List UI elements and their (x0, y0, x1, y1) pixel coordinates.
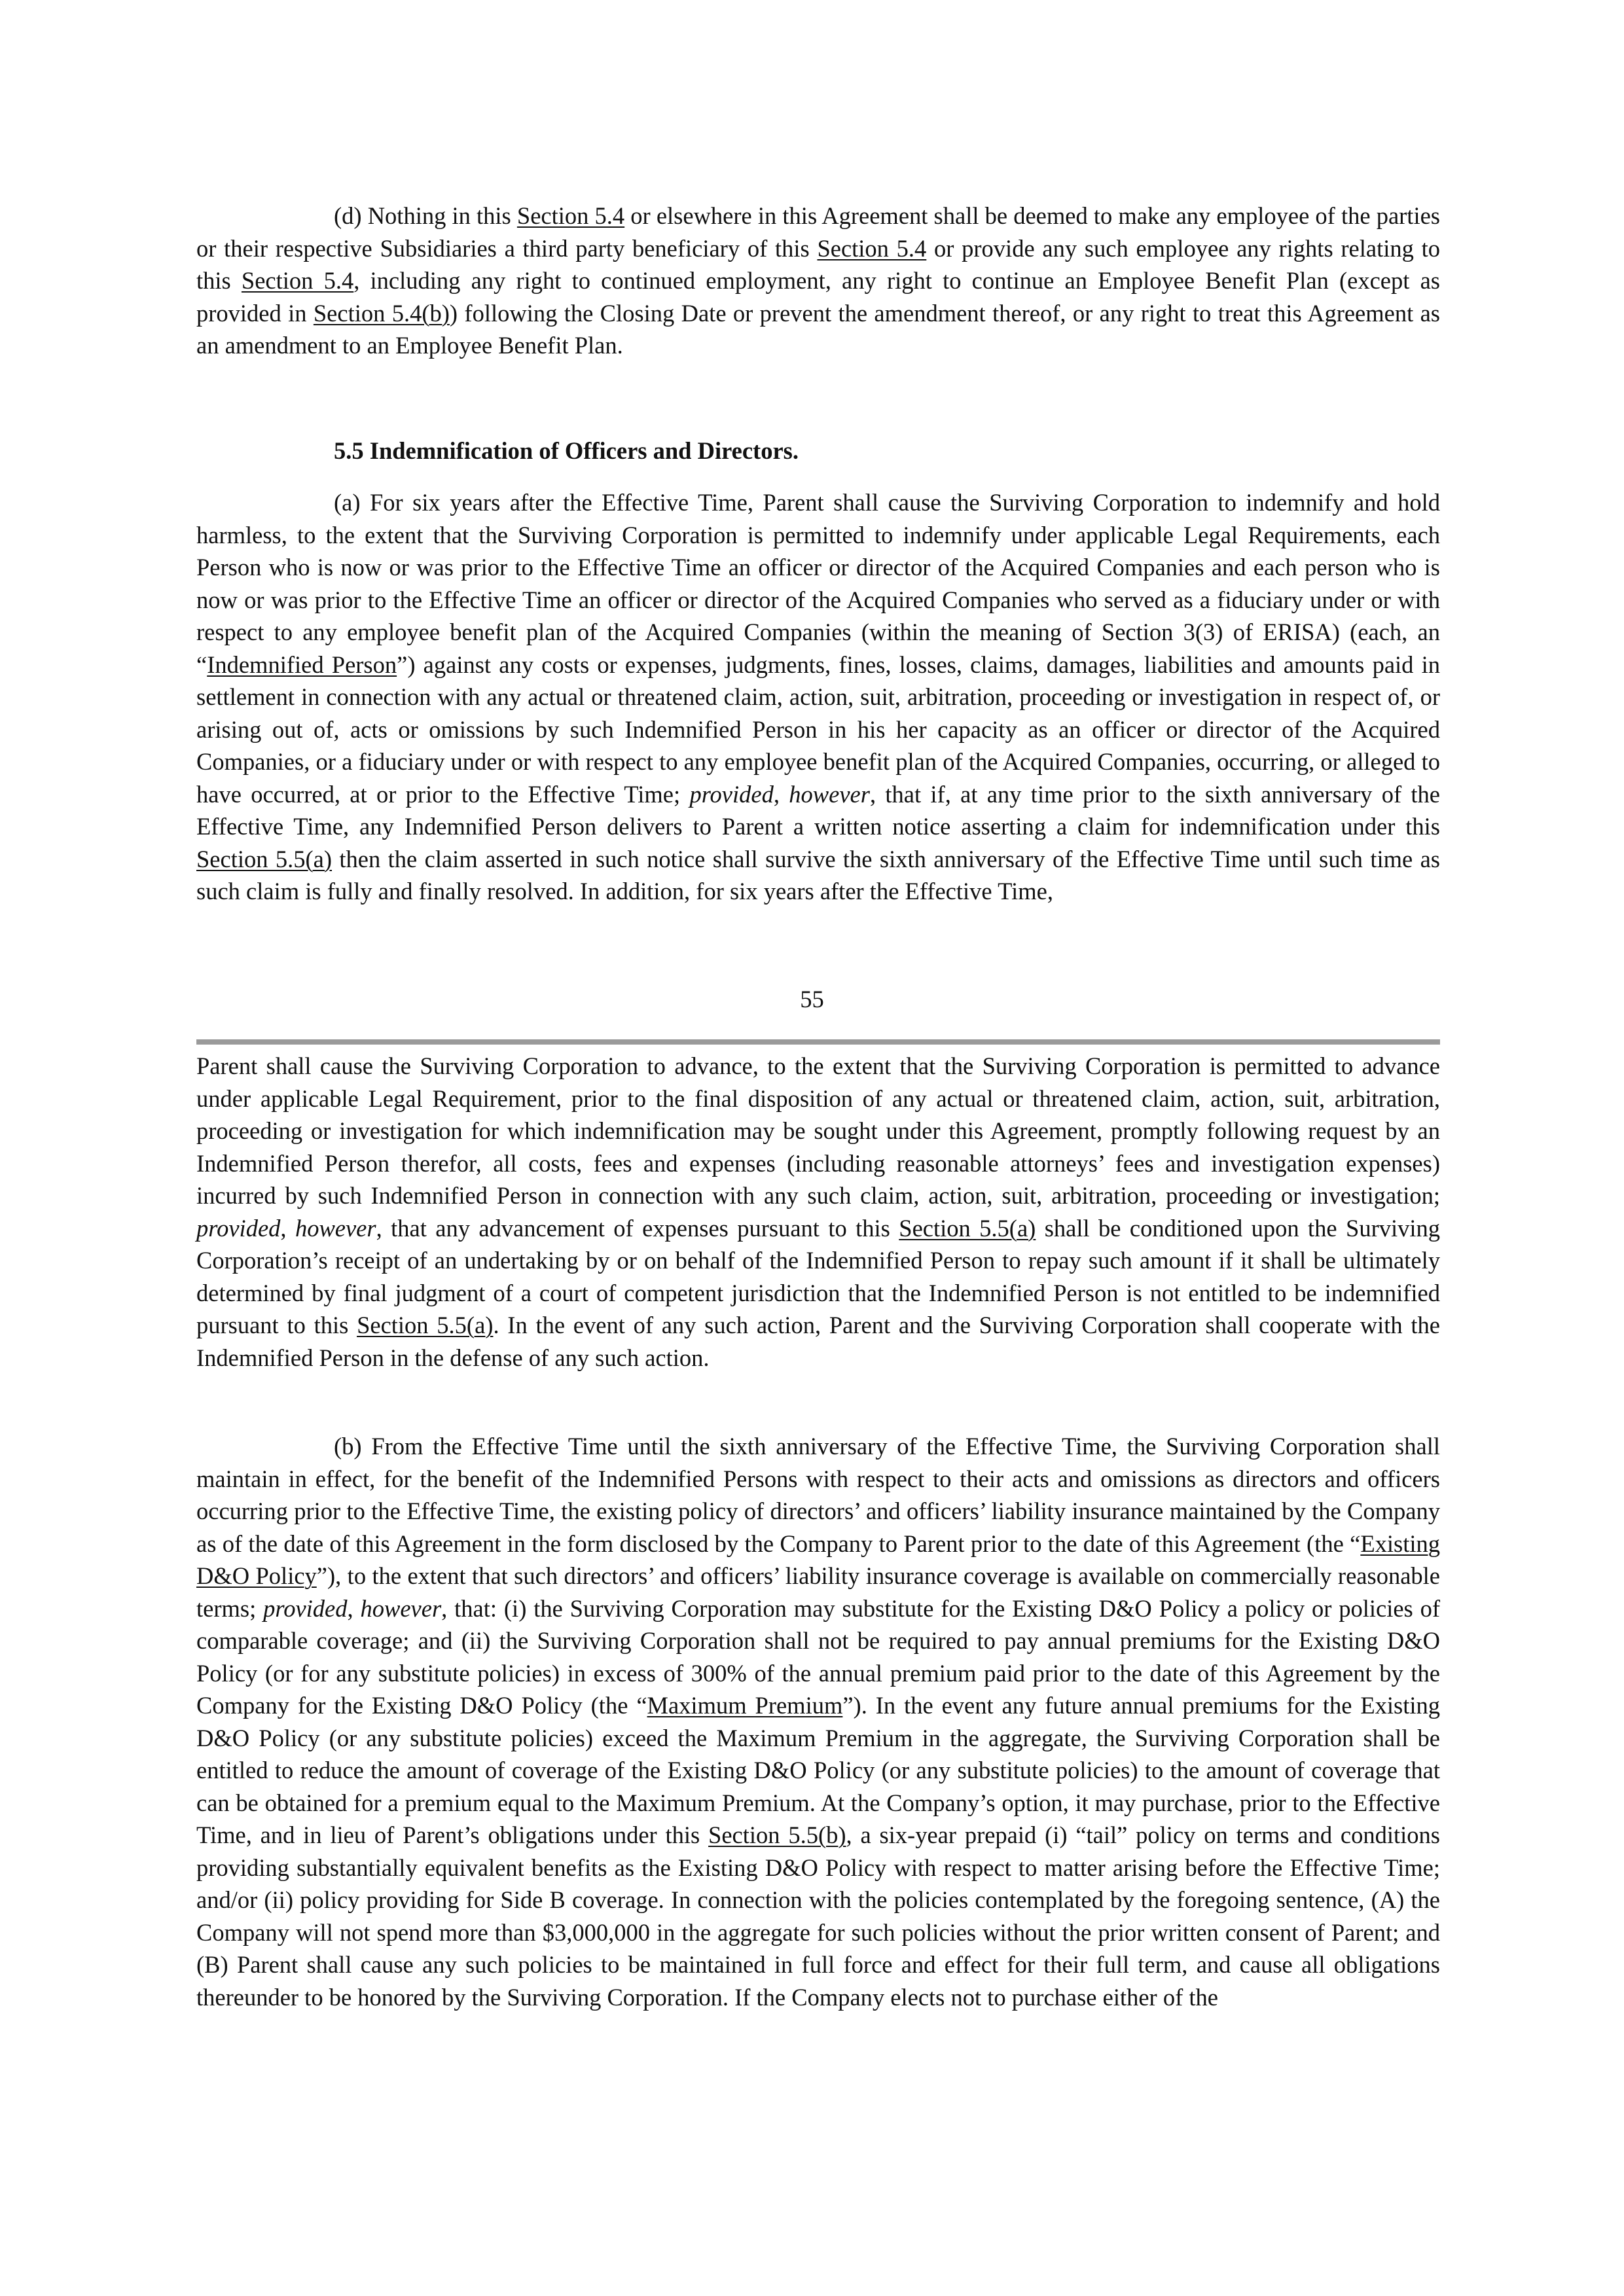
text-run: , (773, 780, 789, 808)
section-reference-link[interactable]: Section 5.4 (516, 202, 625, 229)
text-run: shall be conditioned upon the Surviving Corporation’s receipt of an undertaking by or on behalf of the Indemnified Person to repay such amount if it shall be ultimately determined by final judgment of a court of competent jurisdiction that the Indemnified Person is not entitled to be indemnified pursuant to this (196, 1214, 1440, 1338)
section-heading-block (196, 435, 1440, 467)
paragraph-text (196, 200, 1440, 362)
defined-term: Existing D&O Policy (196, 1530, 1440, 1589)
text-run: Parent shall cause the Surviving Corporation to advance, to the extent that the Surviving Corporation is permitted to advance under applicable Legal Requirement, prior to the final disposition of any actual or threatened claim, action, suit, arbitration, proceeding or investigation for which indemnification may be sought under this Agreement, promptly following request by an Indemnified Person therefor, all costs, fees and expenses (including reasonable attorneys’ fees and investigation expenses) incurred by such Indemnified Person in connection with any such claim, action, suit, arbitration, proceeding or investigation; (196, 1052, 1440, 1209)
text-run: , including any right to continued employment, any right to continue an Employee Benefit Plan (except as provided in (196, 267, 1440, 327)
paragraph-5-4-d (196, 200, 1440, 362)
paragraph-text (196, 1050, 1440, 1374)
italic-term: however (360, 1594, 442, 1622)
section-reference-link[interactable]: Section 5.5(a) (357, 1312, 494, 1338)
text-run: (b) From the Effective Time until the sixth anniversary of the Effective Time, the Surviving Corporation shall maintain in effect, for the benefit of the Indemnified Persons with respect to their acts and omissions as directors and officers occurring prior to the Effective Time, the existing policy of directors’ and officers’ liability insurance maintained by the Company as of the date of this Agreement in the form disclosed by the Company to Parent prior to the date of this Agreement (the “ (196, 1433, 1440, 1557)
page-break-divider (196, 1039, 1440, 1045)
text-run: (a) For six years after the Effective Time, Parent shall cause the Surviving Corporation to indemnify and hold harmless, to the extent that the Surviving Corporation is permitted to indemnify under applicable Legal Requirements, each Person who is now or was prior to the Effective Time an officer or director of the Acquired Companies and each person who is now or was prior to the Effective Time an officer or director of the Acquired Companies who served as a fiduciary under or with respect to any employee benefit plan of the Acquired Companies (within the meaning of Section 3(3) of ERISA) (each, an “ (196, 489, 1440, 678)
defined-term: Maximum Premium (647, 1692, 843, 1719)
text-run: , (347, 1594, 361, 1622)
section-reference-link[interactable]: Section 5.5(a) (196, 845, 333, 872)
text-run: , that: (i) the Surviving Corporation may substitute for the Existing D&O Policy a policy or policies of comparable coverage; and (ii) the Surviving Corporation shall not be required to pay annual premiums for the Existing D&O Policy (or for any substitute policies) in excess of 300% of the annual premium paid prior to the date of this Agreement by the Company for the Existing D&O Policy (the “ (196, 1594, 1441, 1719)
section-reference-link[interactable]: Section 5.4(b) (313, 299, 450, 327)
text-run: , that any advancement of expenses pursuant to this (376, 1214, 899, 1242)
text-run: or elsewhere in this Agreement shall be deemed to make any employee of the parties or their respective Subsidiaries a third party beneficiary of this (196, 202, 1440, 262)
text-run: ) following the Closing Date or prevent the amendment thereof, or any right to treat this Agreement as an amendment to an Employee Benefit Plan. (196, 299, 1440, 359)
italic-term: provided (196, 1214, 281, 1242)
text-run: then the claim asserted in such notice shall survive the sixth anniversary of the Effective Time until such time as such claim is fully and finally resolved. In addition, for six years after the Effective Time, (196, 845, 1440, 905)
paragraph-text (196, 486, 1440, 908)
text-run: (d) Nothing in this (334, 202, 517, 229)
italic-term: provided (689, 780, 774, 808)
defined-term: Indemnified Person (207, 651, 397, 678)
text-run: or provide any such employee any rights relating to this (196, 234, 1440, 294)
text-run: ”) against any costs or expenses, judgments, fines, losses, claims, damages, liabilities and amounts paid in settlement in connection with any actual or threatened claim, action, suit, arbitration, proceeding or investigation in respect of, or arising out of, acts or omissions by such Indemnified Person in his her capacity as an officer or director of the Acquired Companies, or a fiduciary under or with respect to any employee benefit plan of the Acquired Companies, occurring, or alleged to have occurred, at or prior to the Effective Time; (196, 651, 1440, 808)
text-run: ”). In the event any future annual premiums for the Existing D&O Policy (or any substitute policies) exceed the Maximum Premium in the aggregate, the Surviving Corporation shall be entitled to reduce the amount of coverage of the Existing D&O Policy (or any substitute policies) to the amount of coverage that can be obtained for a premium equal to the Maximum Premium. At the Company’s option, it may purchase, prior to the Effective Time, and in lieu of Parent’s obligations under this (196, 1692, 1441, 1848)
section-reference-link[interactable]: Section 5.5(b) (708, 1821, 846, 1848)
section-reference-link[interactable]: Section 5.5(a) (899, 1214, 1036, 1242)
paragraph-5-5-a-continued (196, 1050, 1440, 1374)
text-run: , that if, at any time prior to the sixth anniversary of the Effective Time, any Indemnified Person delivers to Parent a written notice asserting a claim for indemnification under this (196, 780, 1441, 840)
italic-term: however (295, 1214, 376, 1242)
page-number: 55 (800, 986, 824, 1013)
paragraph-text (196, 1430, 1440, 2013)
paragraph-5-5-b (196, 1430, 1440, 2013)
italic-term: provided (263, 1594, 348, 1622)
section-heading: 5.5 Indemnification of Officers and Directors. (334, 437, 799, 464)
text-run: . In the event of any such action, Parent and the Surviving Corporation shall cooperate with the Indemnified Person in the defense of any such action. (196, 1312, 1440, 1371)
italic-term: however (789, 780, 870, 808)
text-run: , a six-year prepaid (i) “tail” policy on terms and conditions providing substantially equivalent benefits as the Existing D&O Policy with respect to matter arising before the Effective Time; and/or (ii) policy providing for Side B coverage. In connection with the policies contemplated by the foregoing sentence, (A) the Company will not spend more than $3,000,000 in the aggregate for such policies without the prior written consent of Parent; and (B) Parent shall cause any such policies to be maintained in full force and effect for their full term, and cause all obligations thereunder to be honored by the Surviving Corporation. If the Company elects not to purchase either of the (196, 1821, 1441, 2011)
text-run: ”), to the extent that such directors’ and officers’ liability insurance coverage is available on commercially reasonable terms; (196, 1562, 1440, 1622)
paragraph-5-5-a (196, 486, 1440, 908)
text-run: , (280, 1214, 295, 1242)
section-reference-link[interactable]: Section 5.4 (817, 234, 927, 262)
section-reference-link[interactable]: Section 5.4 (241, 267, 354, 294)
